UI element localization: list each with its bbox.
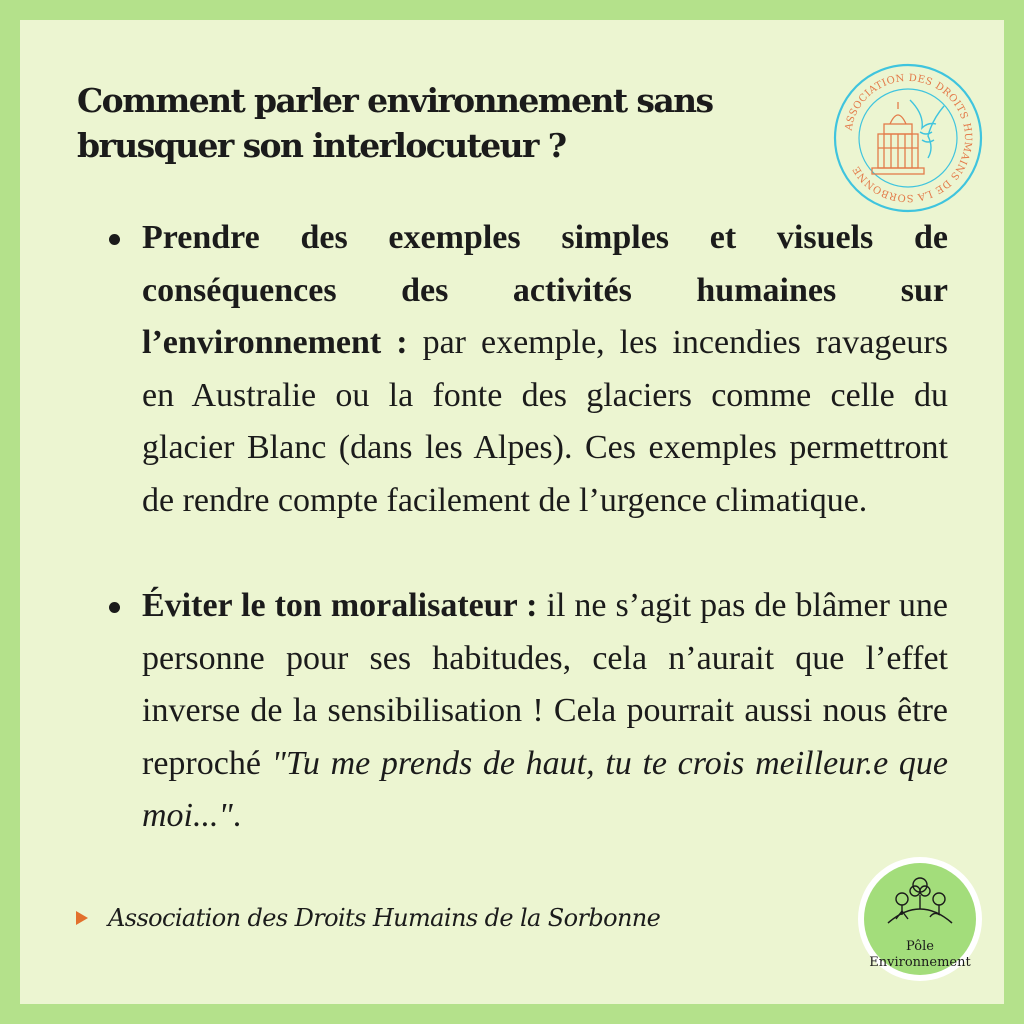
pole-environnement-badge [856,855,984,983]
logo-ring-text: ASSOCIATION DES DROITS HUMAINS DE LA SORBONNE [843,72,974,204]
bullet-list [142,212,948,843]
svg-text:ASSOCIATION DES DROITS HUMAINS [843,73,973,203]
bullet-item [142,212,948,527]
bullet-text: il ne s’agit pas de blâmer une personne pour ses habitudes, cela n’aurait que l’effet inverse de la sensibilisation ! Cela pourrait aussi nous être reproché [142,587,949,782]
bullet-lead: Prendre des exemples simples et visuels de conséquences des activités humaines sur l’environnement : [142,219,948,361]
badge-line-1: Pôle [906,939,934,954]
card [20,20,1004,1004]
page-title: Comment parler environnement sans brusquer son interlocuteur ? [77,81,713,165]
bullet-text: par exemple, les incendies ravageurs en Australie ou la fonte des glaciers comme celle du glacier Blanc (dans les Alpes). Ces exemples permettront de rendre compte facilement de l’urgence climatique. [142,324,948,519]
footer-association-name: Association des Droits Humains de la Sorbonne [108,904,661,932]
badge-line-2: Environnement [869,955,971,970]
bullet-quote: "Tu me prends de haut, tu te crois meilleur.e que moi..." [142,744,948,834]
footer [76,904,660,932]
bullet-end: . [232,797,242,834]
association-logo [832,62,984,214]
bullet-lead: Éviter le ton moralisateur : [142,587,538,624]
play-arrow-icon [76,911,88,925]
bullet-item [142,580,948,843]
